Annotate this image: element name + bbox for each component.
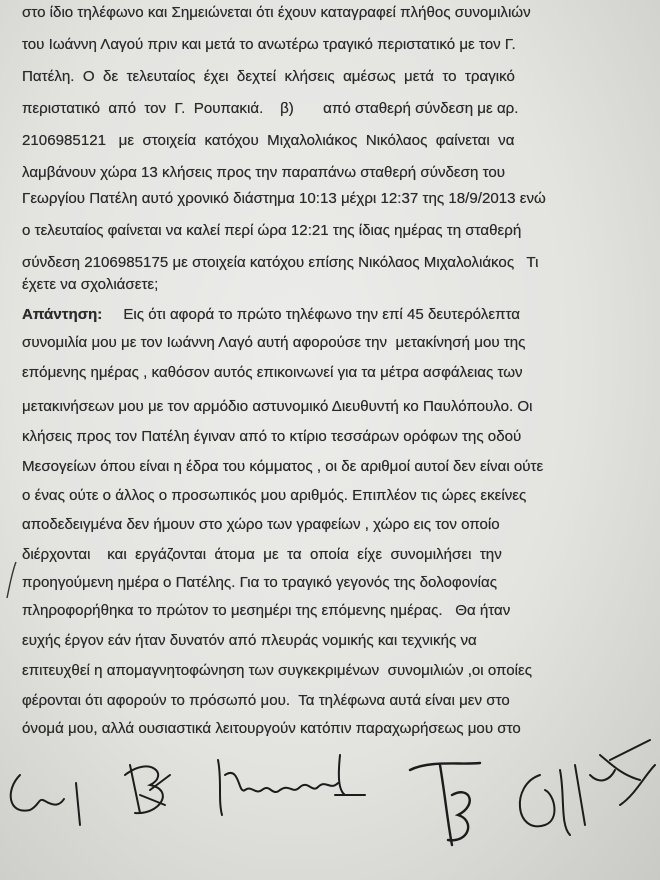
line-text: 2106985121 με στοιχεία κατόχου Μιχαλολιάκος Νικόλαος φαίνεται να xyxy=(22,132,515,149)
document-line xyxy=(0,302,660,328)
signature-5 xyxy=(520,740,655,835)
line-text: αποδεδειγμένα δεν ήμουν στο χώρο των γραφείων , χώρο εις τον οποίο xyxy=(22,516,500,533)
line-text: περιστατικό από τον Γ. Ρουπακιά. β) από σταθερή σύνδεση με αρ. xyxy=(22,100,519,117)
signature-row xyxy=(0,735,660,855)
line-text: φέρονται ότι αφορούν το πρόσωπό μου. Τα τηλέφωνα αυτά είναι μεν στο xyxy=(22,692,510,709)
line-text: λαμβάνουν χώρα 13 κλήσεις προς την παραπάνω σταθερή σύνδεση του xyxy=(22,164,506,181)
line-text: ο τελευταίος φαίνεται να καλεί περί ώρα 12:21 της ίδιας ημέρας τη σταθερή xyxy=(22,222,522,239)
document-line xyxy=(0,32,660,58)
line-text: έχετε να σχολιάσετε; xyxy=(22,276,159,293)
margin-mark xyxy=(4,560,18,600)
line-text: Γεωργίου Πατέλη αυτό χρονικό διάστημα 10:13 μέχρι 12:37 της 18/9/2013 ενώ xyxy=(22,190,546,207)
line-text: στο ίδιο τηλέφωνο και Σημειώνεται ότι έχουν καταγραφεί πλήθος συνομιλιών xyxy=(22,4,531,21)
line-text: Μεσογείων όπου είναι η έδρα του κόμματος , οι δε αριθμοί αυτοί δεν είναι ούτε xyxy=(22,458,544,475)
document-line xyxy=(0,570,660,596)
document-line xyxy=(0,483,660,509)
signature-4-initial xyxy=(410,763,480,845)
document-line xyxy=(0,64,660,90)
document-line xyxy=(0,218,660,244)
line-text: επόμενης ημέρας , καθόσον αυτός επικοινωνεί για τα μέτρα ασφάλειας των xyxy=(22,364,523,381)
document-line xyxy=(0,628,660,654)
line-text: ο ένας ούτε ο άλλος ο προσωπικός μου αριθμός. Επιπλέον τις ώρες εκείνες xyxy=(22,487,527,504)
answer-label: Απάντηση: xyxy=(22,306,103,323)
line-text: προηγούμενη ημέρα ο Πατέλης. Για το τραγικό γεγονός της δολοφονίας xyxy=(22,574,498,591)
line-text: μετακινήσεων μου με τον αρμόδιο αστυνομικό Διευθυντή κο Παυλόπουλο. Οι xyxy=(22,398,533,415)
document-line xyxy=(0,96,660,122)
line-text: του Ιωάννη Λαγού πριν και μετά το ανωτέρω τραγικό περιστατικό με τον Γ. xyxy=(22,36,516,53)
document-line xyxy=(0,272,660,298)
line-text: διέρχονται και εργάζονται άτομα με τα οποία είχε συνομιλήσει την xyxy=(22,546,502,563)
signature-3-handwritten xyxy=(218,755,365,815)
line-text: σύνδεση 2106985175 με στοιχεία κατόχου επίσης Νικόλαος Μιχαλολιάκος Τι xyxy=(22,254,539,271)
document-line xyxy=(0,394,660,420)
document-line xyxy=(0,186,660,212)
document-line xyxy=(0,424,660,450)
signatures-drawing xyxy=(0,735,660,855)
document-line xyxy=(0,658,660,684)
document-line xyxy=(0,128,660,154)
line-text: ευχής έργον εάν ήταν δυνατόν από πλευράς νομικής και τεχνικής να xyxy=(22,632,477,649)
document-line xyxy=(0,454,660,480)
line-text: Πατέλη. Ο δε τελευταίος έχει δεχτεί κλήσεις αμέσως μετά το τραγικό xyxy=(22,68,515,85)
document-line xyxy=(0,542,660,568)
line-text: όνομά μου, αλλά ουσιαστικά λειτουργούν κατόπιν παραχωρήσεως μου στο xyxy=(22,720,521,737)
document-line xyxy=(0,598,660,624)
line-text: επιτευχθεί η απομαγνητοφώνηση των συγκεκριμένων συνομιλιών ,οι οποίες xyxy=(22,662,533,679)
document-line xyxy=(0,360,660,386)
document-line xyxy=(0,512,660,538)
line-text: συνομιλία μου με τον Ιωάννη Λαγό αυτή αφορούσε την μετακίνησή μου της xyxy=(22,334,526,351)
signature-1 xyxy=(11,775,80,825)
document-line xyxy=(0,160,660,186)
line-text: Εις ότι αφορά το πρώτο τηλέφωνο την επί 45 δευτερόλεπτα xyxy=(102,306,521,323)
signature-2 xyxy=(125,765,170,813)
document-line xyxy=(0,330,660,356)
line-text: κλήσεις προς τον Πατέλη έγιναν από το κτίριο τεσσάρων ορόφων της οδού xyxy=(22,428,522,445)
document-line xyxy=(0,0,660,26)
line-text: πληροφορήθηκα το πρώτον το μεσημέρι της επόμενης ημέρας. Θα ήταν xyxy=(22,602,511,619)
document-line xyxy=(0,688,660,714)
